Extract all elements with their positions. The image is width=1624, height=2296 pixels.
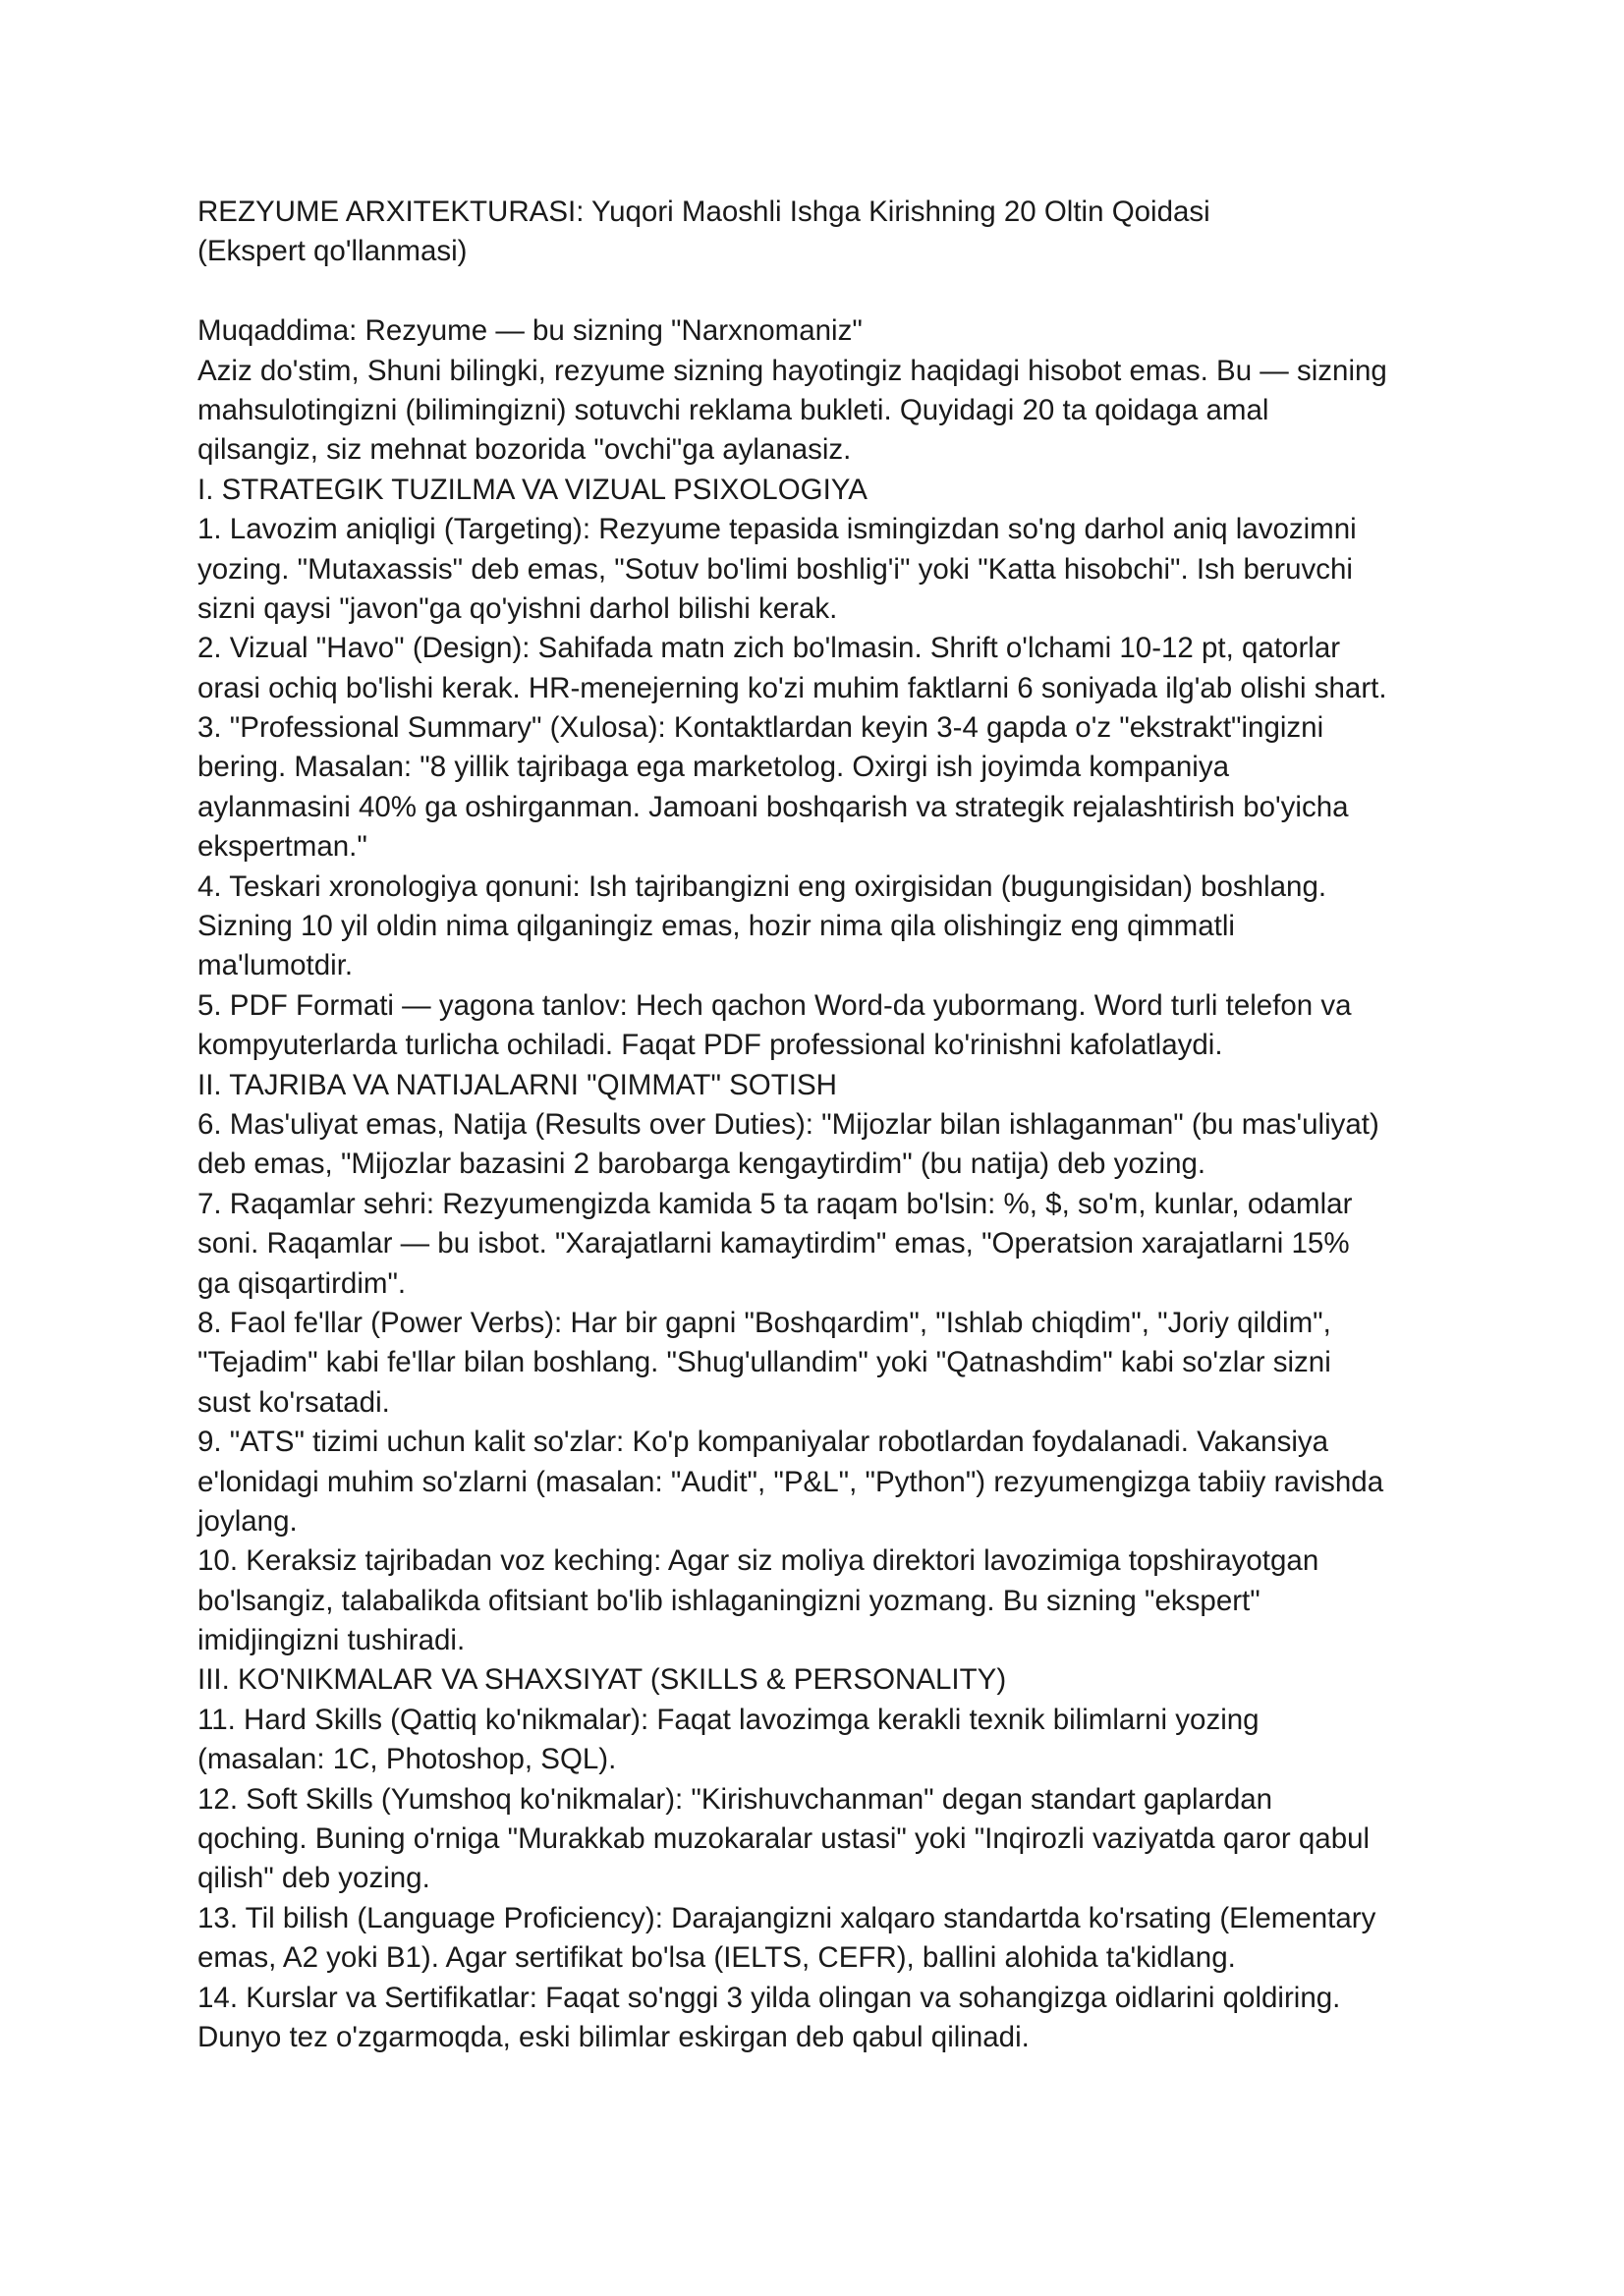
rule-text-line: sust ko'rsatadi. — [197, 1385, 390, 1419]
rule-text-line: ma'lumotdir. — [197, 949, 354, 982]
blank-line — [197, 272, 1445, 311]
rule-text-line: sizni qaysi "javon"ga qo'yishni darhol bilishi kerak. — [197, 591, 838, 625]
rule-text-line: 2. Vizual "Havo" (Design): Sahifada matn zich bo'lmasin. Shrift o'lchami 10-12 pt, qatorlar — [197, 632, 1341, 665]
rule-item-6 — [197, 1105, 1445, 1185]
intro-text-line: mahsulotingizni (bilimingizni) sotuvchi reklama bukleti. Quyidagi 20 ta qoidaga amal — [197, 393, 1269, 426]
rule-item-7 — [197, 1185, 1445, 1304]
rule-text-line: yozing. "Mutaxassis" deb emas, "Sotuv bo'limi boshlig'i" yoki "Katta hisobchi". Ish beruvchi — [197, 552, 1353, 586]
rule-item-9 — [197, 1423, 1445, 1541]
rule-item-13 — [197, 1899, 1445, 1979]
rule-item-11 — [197, 1701, 1445, 1780]
rule-item-2 — [197, 629, 1445, 708]
rule-text-line: joylang. — [197, 1504, 298, 1538]
rule-text-line: 14. Kurslar va Sertifikatlar: Faqat so'nggi 3 yilda olingan va sohangizga oidlarini qoldiring. — [197, 1981, 1341, 2014]
rule-text-line: 11. Hard Skills (Qattiq ko'nikmalar): Faqat lavozimga kerakli texnik bilimlarni yozing — [197, 1703, 1260, 1736]
rule-text-line: ga qisqartirdim". — [197, 1266, 407, 1300]
document-body — [197, 193, 1445, 2057]
rule-text-line: 4. Teskari xronologiya qonuni: Ish tajribangizni eng oxirgisidan (bugungisidan) boshlang. — [197, 869, 1327, 903]
document-title: REZYUME ARXITEKTURASI: Yuqori Maoshli Ishga Kirishning 20 Oltin Qoidasi — [197, 196, 1210, 228]
rule-text-line: soni. Raqamlar — bu isbot. "Xarajatlarni kamaytirdim" emas, "Operatsion xarajatlarni 15% — [197, 1227, 1350, 1260]
rule-text-line: qilish" deb yozing. — [197, 1862, 430, 1895]
rule-text-line: 10. Keraksiz tajribadan voz keching: Agar siz moliya direktori lavozimiga topshirayotgan — [197, 1544, 1319, 1578]
rule-text-line: 8. Faol fe'llar (Power Verbs): Har bir gapni "Boshqardim", "Ishlab chiqdim", "Joriy qildim", — [197, 1306, 1331, 1339]
rule-text-line: aylanmasini 40% ga oshirganman. Jamoani boshqarish va strategik rejalashtirish bo'yicha — [197, 790, 1349, 823]
rule-text-line: 5. PDF Formati — yagona tanlov: Hech qachon Word-da yubormang. Word turli telefon va — [197, 988, 1352, 1022]
rule-text-line: qoching. Buning o'rniga "Murakkab muzokaralar ustasi" yoki "Inqirozli vaziyatda qaror qabul — [197, 1822, 1371, 1856]
rule-text-line: 1. Lavozim aniqligi (Targeting): Rezyume tepasida ismingizdan so'ng darhol aniq lavozimni — [197, 513, 1357, 546]
rule-item-12 — [197, 1780, 1445, 1899]
rule-item-3 — [197, 708, 1445, 868]
rule-text-line: 7. Raqamlar sehri: Rezyumengizda kamida 5 ta raqam bo'lsin: %, $, so'm, kunlar, odamlar — [197, 1187, 1353, 1220]
intro-heading: Muqaddima: Rezyume — bu sizning "Narxnomaniz" — [197, 314, 863, 348]
rule-text-line: kompyuterlarda turlicha ochiladi. Faqat PDF professional ko'rinishni kafolatlaydi. — [197, 1029, 1223, 1062]
rule-text-line: bering. Masalan: "8 yillik tajribaga ega marketolog. Oxirgi ish joyimda kompaniya — [197, 751, 1230, 784]
document-subtitle: (Ekspert qo'llanmasi) — [197, 235, 468, 268]
intro-text-line: qilsangiz, siz mehnat bozorida "ovchi"ga aylanasiz. — [197, 433, 852, 467]
rule-text-line: (masalan: 1C, Photoshop, SQL). — [197, 1743, 617, 1776]
section-heading-3: III. KO'NIKMALAR VA SHAXSIYAT (SKILLS & PERSONALITY) — [197, 1663, 1007, 1697]
rule-text-line: ekspertman." — [197, 830, 367, 864]
rule-text-line: "Tejadim" kabi fe'llar bilan boshlang. "Shug'ullandim" yoki "Qatnashdim" kabi so'zlar sizni — [197, 1346, 1331, 1379]
rule-text-line: 6. Mas'uliyat emas, Natija (Results over Duties): "Mijozlar bilan ishlaganman" (bu mas'uliyat) — [197, 1107, 1379, 1141]
section-heading-2: II. TAJRIBA VA NATIJALARNI "QIMMAT" SOTISH — [197, 1068, 837, 1101]
rule-text-line: imidjingizni tushiradi. — [197, 1624, 466, 1657]
rule-text-line: emas, A2 yoki B1). Agar sertifikat bo'lsa (IELTS, CEFR), ballini alohida ta'kidlang. — [197, 1941, 1236, 1975]
rule-text-line: 9. "ATS" tizimi uchun kalit so'zlar: Ko'p kompaniyalar robotlardan foydalanadi. Vakansiya — [197, 1426, 1329, 1459]
rule-item-8 — [197, 1304, 1445, 1423]
rule-item-4 — [197, 868, 1445, 986]
rule-text-line: Sizning 10 yil oldin nima qilganingiz emas, hozir nima qila olishingiz eng qimmatli — [197, 910, 1235, 943]
rule-item-1 — [197, 510, 1445, 629]
rule-text-line: deb emas, "Mijozlar bazasini 2 barobarga kengaytirdim" (bu natija) deb yozing. — [197, 1148, 1206, 1181]
rule-text-line: 3. "Professional Summary" (Xulosa): Kontaktlardan keyin 3-4 gapda o'z "ekstrakt"ingizni — [197, 711, 1324, 745]
rule-item-10 — [197, 1541, 1445, 1660]
rule-text-line: bo'lsangiz, talabalikda ofitsiant bo'lib ishlaganingizni yozmang. Bu sizning "ekspert" — [197, 1584, 1260, 1617]
rule-text-line: e'lonidagi muhim so'zlarni (masalan: "Audit", "P&L", "Python") rezyumengizga tabiiy ravishda — [197, 1465, 1384, 1498]
rule-item-5 — [197, 986, 1445, 1066]
rule-text-line: 12. Soft Skills (Yumshoq ko'nikmalar): "Kirishuvchanman" degan standart gaplardan — [197, 1782, 1273, 1816]
section-heading-1: I. STRATEGIK TUZILMA VA VIZUAL PSIXOLOGIYA — [197, 473, 868, 506]
rule-text-line: orasi ochiq bo'lishi kerak. HR-menejerning ko'zi muhim faktlarni 6 soniyada ilg'ab olishi shart. — [197, 671, 1387, 704]
rule-item-14 — [197, 1979, 1445, 2058]
rule-text-line: Dunyo tez o'zgarmoqda, eski bilimlar eskirgan deb qabul qilinadi. — [197, 2020, 1030, 2053]
rule-text-line: 13. Til bilish (Language Proficiency): Darajangizni xalqaro standartda ko'rsating (Elementary — [197, 1901, 1376, 1934]
intro-text-line: Aziz do'stim, Shuni bilingki, rezyume sizning hayotingiz haqidagi hisobot emas. Bu — sizning — [197, 354, 1387, 387]
